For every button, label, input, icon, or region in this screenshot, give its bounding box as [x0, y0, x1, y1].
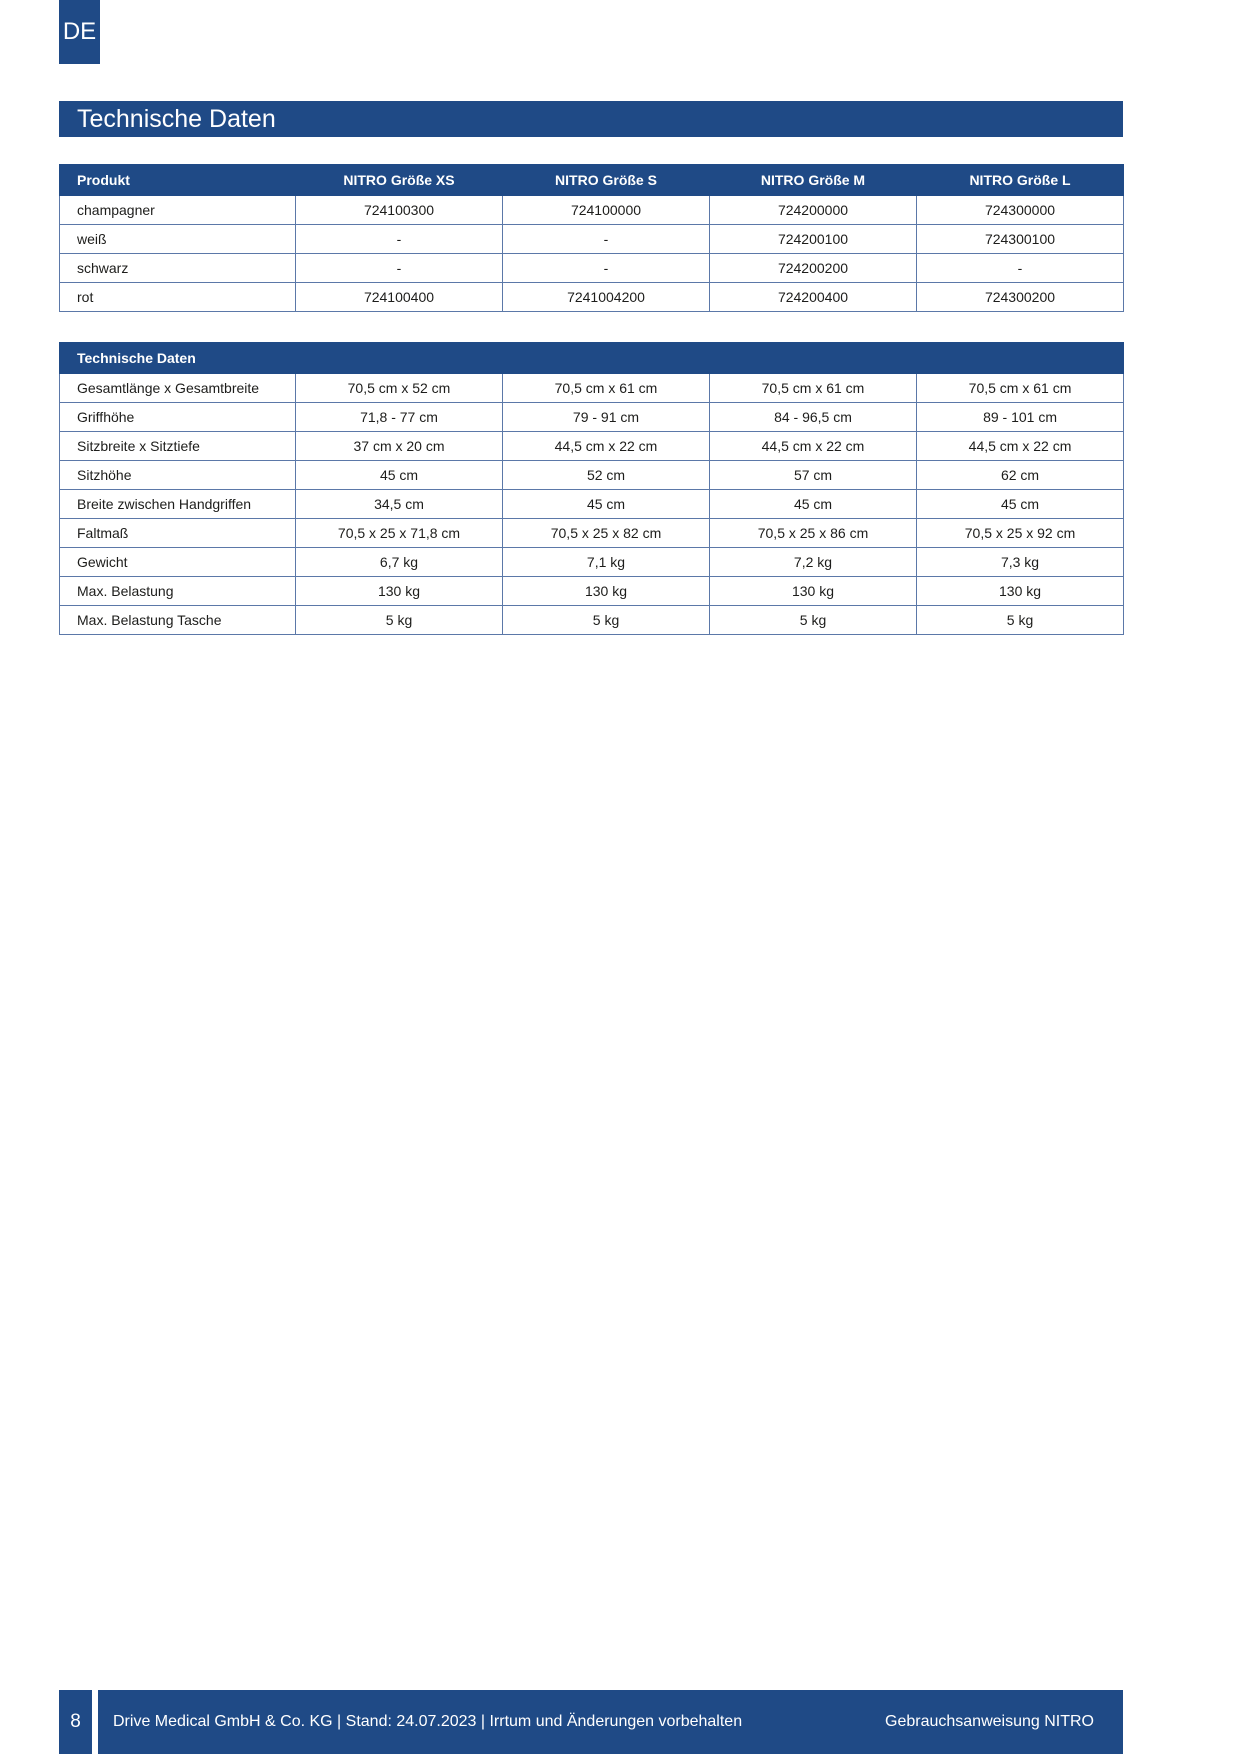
table-cell: 724100000 [503, 196, 710, 225]
table-cell: 44,5 cm x 22 cm [710, 432, 917, 461]
row-label: Breite zwischen Handgriffen [60, 490, 296, 519]
product-table [59, 164, 1124, 312]
table-cell: 44,5 cm x 22 cm [503, 432, 710, 461]
table-header-row [60, 343, 1124, 374]
table-cell: 45 cm [503, 490, 710, 519]
table-cell: - [296, 254, 503, 283]
table-cell: 724200100 [710, 225, 917, 254]
table-cell: 70,5 cm x 61 cm [917, 374, 1124, 403]
row-label: Faltmaß [60, 519, 296, 548]
table-cell: 70,5 cm x 61 cm [503, 374, 710, 403]
table-cell: 70,5 x 25 x 71,8 cm [296, 519, 503, 548]
table-cell: 7,3 kg [917, 548, 1124, 577]
table-cell: 724300000 [917, 196, 1124, 225]
section-title: Technische Daten [59, 101, 1123, 137]
table-row [60, 196, 1124, 225]
table-cell: 5 kg [710, 606, 917, 635]
table-cell: 7241004200 [503, 283, 710, 312]
table-cell: 130 kg [503, 577, 710, 606]
row-label: schwarz [60, 254, 296, 283]
table-cell: 7,1 kg [503, 548, 710, 577]
table-row [60, 225, 1124, 254]
table-cell: 37 cm x 20 cm [296, 432, 503, 461]
table-cell: 62 cm [917, 461, 1124, 490]
footer-document-title: Gebrauchsanweisung NITRO [885, 1713, 1094, 1730]
table-cell: 5 kg [917, 606, 1124, 635]
row-label: Gewicht [60, 548, 296, 577]
table-row [60, 254, 1124, 283]
table-cell: 6,7 kg [296, 548, 503, 577]
table-cell: 79 - 91 cm [503, 403, 710, 432]
table-cell: - [296, 225, 503, 254]
table-row [60, 548, 1124, 577]
table-cell: 45 cm [710, 490, 917, 519]
column-header: Produkt [60, 165, 296, 196]
table-cell: - [503, 254, 710, 283]
table-cell: 45 cm [296, 461, 503, 490]
table-cell: 7,2 kg [710, 548, 917, 577]
technical-data-table [59, 342, 1124, 635]
table-cell: 70,5 x 25 x 92 cm [917, 519, 1124, 548]
table-cell: 34,5 cm [296, 490, 503, 519]
table-row [60, 283, 1124, 312]
row-label: rot [60, 283, 296, 312]
row-label: Sitzhöhe [60, 461, 296, 490]
table-row [60, 577, 1124, 606]
table-cell: 130 kg [917, 577, 1124, 606]
table-cell: 70,5 cm x 61 cm [710, 374, 917, 403]
row-label: Sitzbreite x Sitztiefe [60, 432, 296, 461]
table-cell: 44,5 cm x 22 cm [917, 432, 1124, 461]
page-number: 8 [70, 1711, 81, 1732]
table-cell: 89 - 101 cm [917, 403, 1124, 432]
table-row [60, 519, 1124, 548]
table-cell: 45 cm [917, 490, 1124, 519]
row-label: Gesamtlänge x Gesamtbreite [60, 374, 296, 403]
table-cell: 130 kg [296, 577, 503, 606]
row-label: Max. Belastung [60, 577, 296, 606]
row-label: Griffhöhe [60, 403, 296, 432]
row-label: champagner [60, 196, 296, 225]
table-row [60, 374, 1124, 403]
table-cell: 71,8 - 77 cm [296, 403, 503, 432]
table-cell: 724100400 [296, 283, 503, 312]
table-cell: 52 cm [503, 461, 710, 490]
table-row [60, 606, 1124, 635]
table-cell: 724300200 [917, 283, 1124, 312]
row-label: weiß [60, 225, 296, 254]
row-label: Max. Belastung Tasche [60, 606, 296, 635]
column-header: NITRO Größe L [917, 165, 1124, 196]
table-cell: 130 kg [710, 577, 917, 606]
table-cell: 724200200 [710, 254, 917, 283]
footer-company-text: Drive Medical GmbH & Co. KG | Stand: 24.07.2023 | Irrtum und Änderungen vorbehalten [113, 1713, 743, 1730]
table-cell: - [503, 225, 710, 254]
table-cell: 57 cm [710, 461, 917, 490]
table-row [60, 432, 1124, 461]
table-title: Technische Daten [60, 343, 1124, 374]
table-cell: 724100300 [296, 196, 503, 225]
language-tab: DE [59, 0, 100, 64]
table-cell: 5 kg [503, 606, 710, 635]
column-header: NITRO Größe S [503, 165, 710, 196]
table-row [60, 403, 1124, 432]
footer-divider [92, 1690, 98, 1754]
table-cell: 724200000 [710, 196, 917, 225]
column-header: NITRO Größe XS [296, 165, 503, 196]
page-footer [59, 1690, 1123, 1754]
table-header-row [60, 165, 1124, 196]
table-row [60, 490, 1124, 519]
table-cell: 724300100 [917, 225, 1124, 254]
table-cell: 70,5 x 25 x 86 cm [710, 519, 917, 548]
table-cell: 724200400 [710, 283, 917, 312]
table-cell: - [917, 254, 1124, 283]
table-row [60, 461, 1124, 490]
table-cell: 84 - 96,5 cm [710, 403, 917, 432]
column-header: NITRO Größe M [710, 165, 917, 196]
table-cell: 70,5 x 25 x 82 cm [503, 519, 710, 548]
table-cell: 5 kg [296, 606, 503, 635]
table-cell: 70,5 cm x 52 cm [296, 374, 503, 403]
